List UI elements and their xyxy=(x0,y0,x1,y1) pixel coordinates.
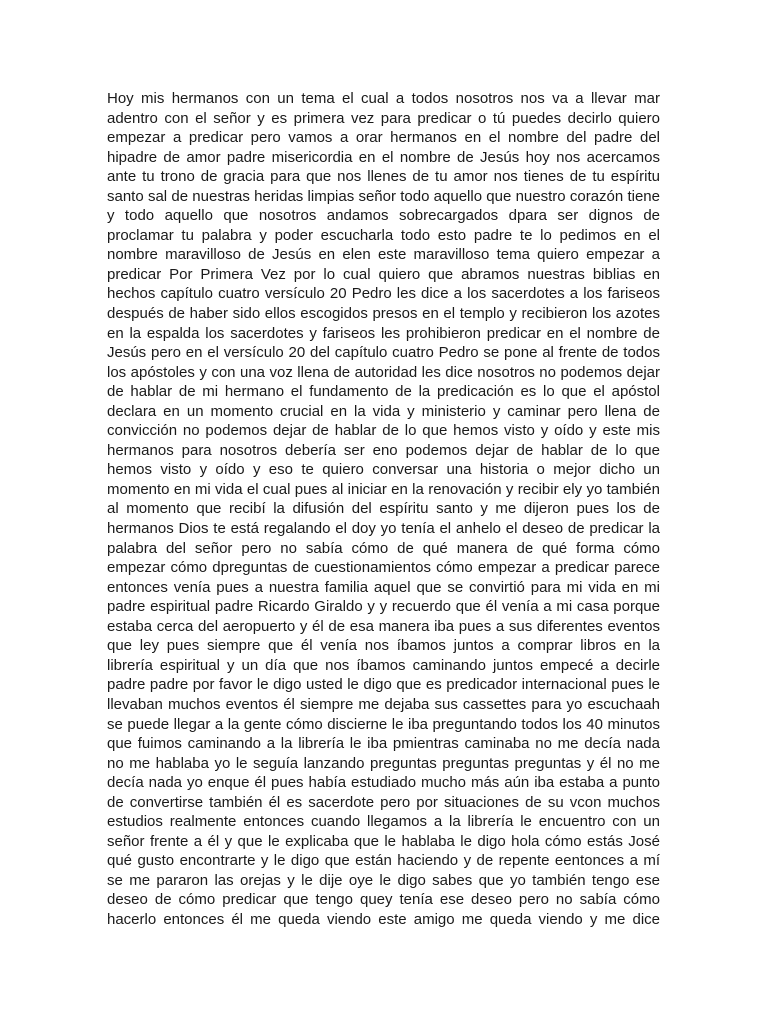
text-line: palabra del señor pero no sabía cómo de qué manera de qué forma cómo xyxy=(107,539,660,557)
text-line: padre padre por favor le digo usted le digo que es predicador internacional pues le xyxy=(107,676,660,694)
text-line: hemos visto y oído y eso te quiero conversar una historia o mejor dicho un xyxy=(107,461,660,479)
text-line: momento en mi vida el cual pues al iniciar en la renovación y recibir ely yo también xyxy=(107,480,660,498)
text-line: que ley pues siempre que él venía nos íbamos juntos a comprar libros en la xyxy=(107,637,660,655)
text-line: estudios realmente entonces cuando llegamos a la librería le encuentro con un xyxy=(107,813,660,831)
text-line: nombre maravilloso de Jesús en elen este maravilloso tema quiero empezar a xyxy=(107,246,660,264)
text-line: hermanos para nosotros debería ser eno podemos dejar de hablar de lo que xyxy=(107,441,660,459)
text-line: de hablar de mi hermano el fundamento de la predicación es lo que el apóstol xyxy=(107,383,660,401)
text-line: ante tu trono de gracia para que nos llenes de tu amor nos tienes de tu espíritu xyxy=(107,168,660,186)
text-line: predicar Por Primera Vez por lo cual quiero que abramos nuestras biblias en xyxy=(107,265,660,283)
text-line: hacerlo entonces él me queda viendo este amigo me queda viendo y me dice xyxy=(107,910,660,928)
body-paragraph xyxy=(107,89,660,930)
text-line: deseo de cómo predicar que tengo quey tenía ese deseo pero no sabía cómo xyxy=(107,891,660,909)
text-line: de convertirse también él es sacerdote pero por situaciones de su vcon muchos xyxy=(107,793,660,811)
text-line: se me pararon las orejas y le dije oye le digo sabes que yo también tengo ese xyxy=(107,871,660,889)
text-line: hermanos Dios te está regalando el doy yo tenía el anhelo el deseo de predicar la xyxy=(107,520,660,538)
text-line: padre espiritual padre Ricardo Giraldo y y recuerdo que él venía a mi casa porque xyxy=(107,598,660,616)
text-line: qué gusto encontrarte y le digo que están haciendo y de repente eentonces a mí xyxy=(107,852,660,870)
text-line: hipadre de amor padre misericordia en el nombre de Jesús hoy nos acercamos xyxy=(107,148,660,166)
text-line: llevaban muchos eventos él siempre me dejaba sus cassettes para yo escuchaah xyxy=(107,695,660,713)
text-line: Jesús pero en el versículo 20 del capítulo cuatro Pedro se pone al frente de todos xyxy=(107,344,660,362)
text-line: no me hablaba yo le seguía lanzando preguntas preguntas preguntas y él no me xyxy=(107,754,660,772)
text-line: adentro con el señor y es primera vez para predicar o tú puedes decirlo quiero xyxy=(107,109,660,127)
text-line: proclamar tu palabra y poder escucharla todo esto padre te lo pedimos en el xyxy=(107,226,660,244)
text-line: se puede llegar a la gente cómo discierne le iba preguntando todos los 40 minutos xyxy=(107,715,660,733)
text-line: señor frente a él y que le explicaba que le hablaba le digo hola cómo estás José xyxy=(107,832,660,850)
text-line: después de haber sido ellos escogidos presos en el templo y recibieron los azotes xyxy=(107,305,660,323)
text-line: al momento que recibí la difusión del espíritu santo y me dijeron pues los de xyxy=(107,500,660,518)
text-line: entonces venía pues a nuestra familia aquel que se convirtió para mi vida en mi xyxy=(107,578,660,596)
text-line: declara en un momento crucial en la vida y ministerio y caminar pero llena de xyxy=(107,402,660,420)
text-line: decía nada yo enque él pues había estudiado mucho más aún iba estaba a punto xyxy=(107,774,660,792)
text-line: convicción no podemos dejar de hablar de lo que hemos visto y oído y este mis xyxy=(107,422,660,440)
text-line: Hoy mis hermanos con un tema el cual a todos nosotros nos va a llevar mar xyxy=(107,90,660,107)
text-line: empezar cómo dpreguntas de cuestionamientos cómo empezar a predicar parece xyxy=(107,559,660,577)
text-line: que fuimos caminando a la librería le iba pmientras caminaba no me decía nada xyxy=(107,735,660,753)
text-line: hechos capítulo cuatro versículo 20 Pedro les dice a los sacerdotes a los fariseos xyxy=(107,285,660,303)
text-line: librería espiritual y un día que nos íbamos caminando juntos empecé a decirle xyxy=(107,656,660,674)
text-line: en la espalda los sacerdotes y fariseos les prohibieron predicar en el nombre de xyxy=(107,324,660,342)
text-line: santo sal de nuestras heridas limpias señor todo aquello que nuestro corazón tiene xyxy=(107,187,660,205)
text-line: estaba cerca del aeropuerto y él de esa manera iba pues a sus diferentes eventos xyxy=(107,617,660,635)
text-line: empezar a predicar pero vamos a orar hermanos en el nombre del padre del xyxy=(107,129,660,147)
text-line: los apóstoles y con una voz llena de autoridad les dice nosotros no podemos dejar xyxy=(107,363,660,381)
text-line: y todo aquello que nosotros andamos sobrecargados dpara ser dignos de xyxy=(107,207,660,225)
